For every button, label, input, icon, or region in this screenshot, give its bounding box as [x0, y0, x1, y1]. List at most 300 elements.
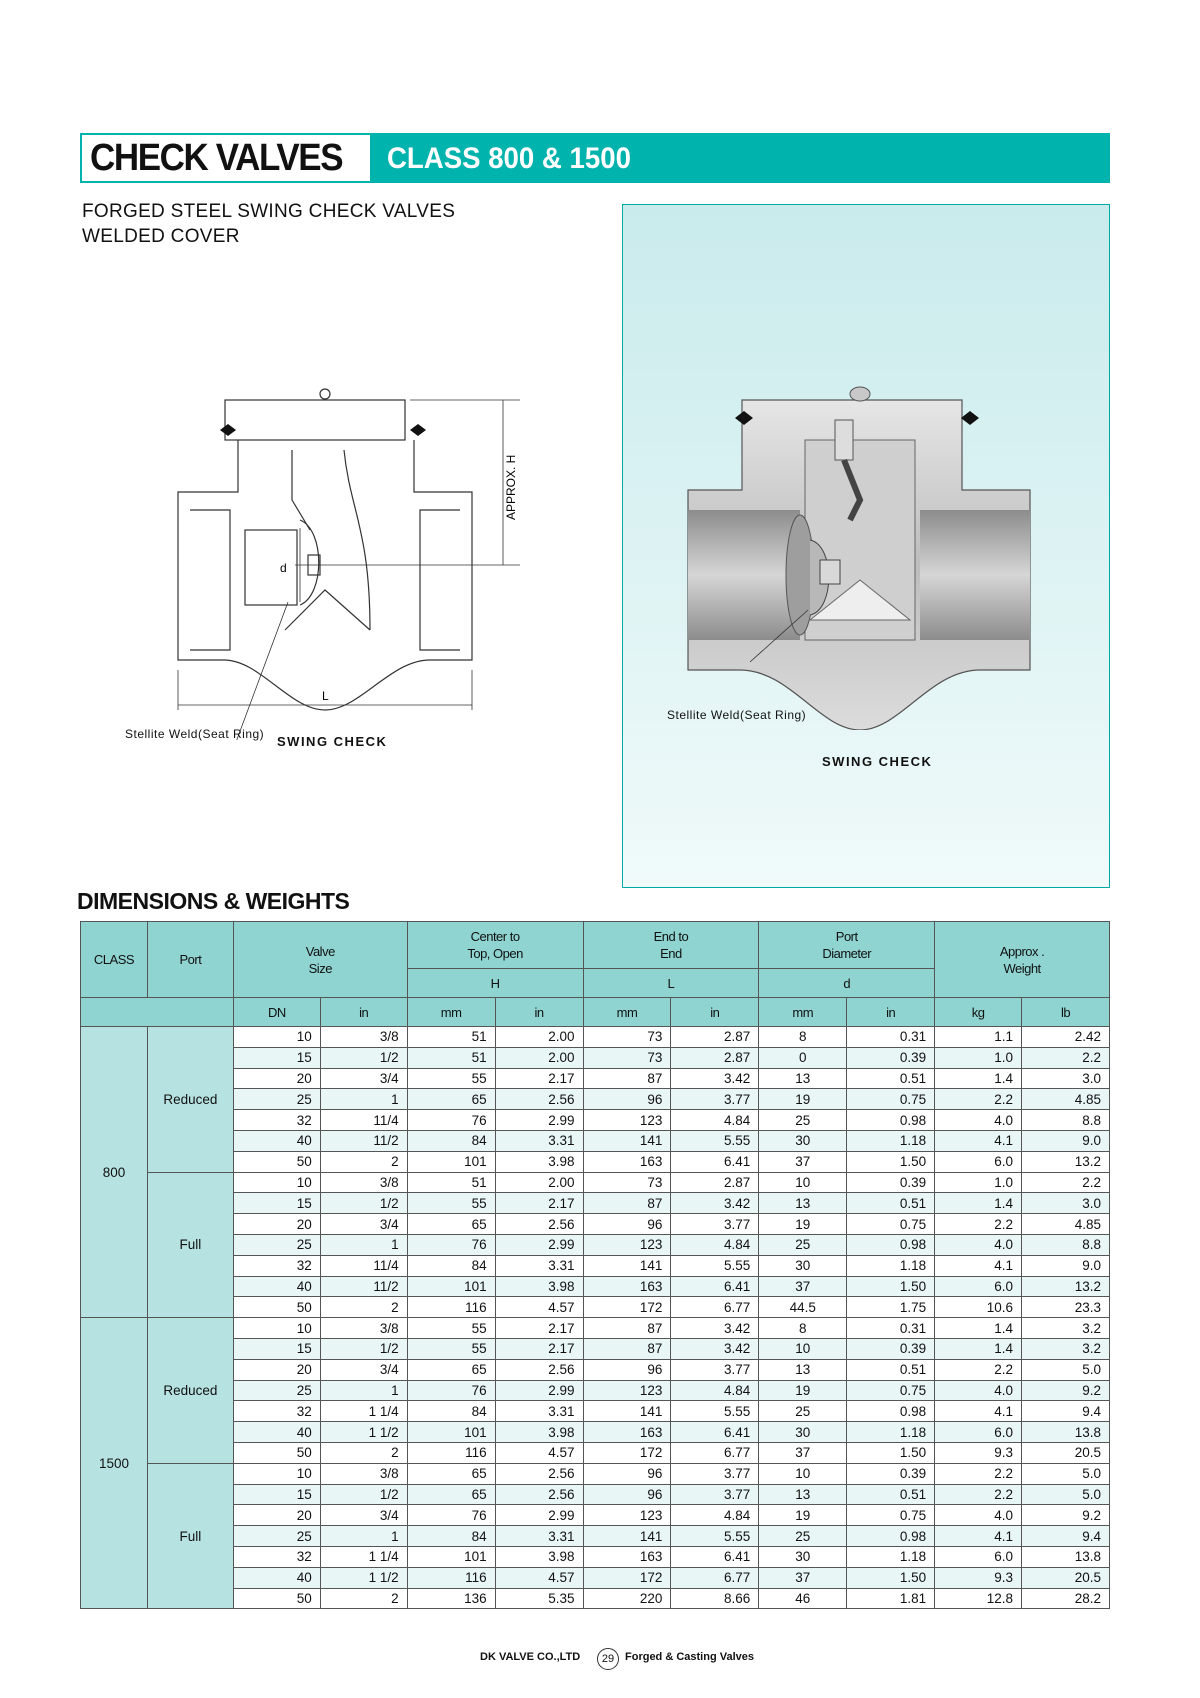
table-cell: 2.56	[495, 1214, 583, 1235]
header-valve-size: Valve Size	[233, 922, 407, 998]
table-cell: 5.0	[1022, 1463, 1110, 1484]
table-row	[81, 1526, 1110, 1547]
table-cell: 5.35	[495, 1588, 583, 1609]
table-row	[81, 1214, 1110, 1235]
table-row	[81, 1172, 1110, 1193]
table-cell: 2.17	[495, 1338, 583, 1359]
table-cell: 0.51	[847, 1359, 935, 1380]
table-cell: 2.99	[495, 1110, 583, 1131]
table-cell: 4.1	[935, 1401, 1022, 1422]
unit-mm: mm	[759, 998, 847, 1027]
table-cell: 3.42	[671, 1318, 759, 1339]
table-cell: 3.98	[495, 1151, 583, 1172]
table-cell: 2.17	[495, 1318, 583, 1339]
table-row	[81, 1505, 1110, 1526]
table-cell: 172	[583, 1442, 671, 1463]
table-cell: 15	[233, 1047, 320, 1068]
table-cell: 2.17	[495, 1193, 583, 1214]
table-cell: 3/8	[320, 1463, 407, 1484]
table-cell: 2.56	[495, 1463, 583, 1484]
table-cell: 1.0	[935, 1047, 1022, 1068]
table-cell: 123	[583, 1110, 671, 1131]
table-cell: 2.2	[935, 1484, 1022, 1505]
table-cell: 0.75	[847, 1089, 935, 1110]
table-cell: 4.84	[671, 1234, 759, 1255]
table-cell: 2.00	[495, 1047, 583, 1068]
table-cell: 4.85	[1022, 1089, 1110, 1110]
table-cell: 1.50	[847, 1276, 935, 1297]
table-cell: 3.42	[671, 1338, 759, 1359]
table-cell: 8	[759, 1027, 847, 1048]
table-cell: 3.42	[671, 1193, 759, 1214]
table-cell: 123	[583, 1234, 671, 1255]
table-cell: 20	[233, 1505, 320, 1526]
table-cell: 76	[407, 1110, 495, 1131]
table-cell: 1.81	[847, 1588, 935, 1609]
dim-l-label: L	[322, 689, 329, 703]
table-row	[81, 1089, 1110, 1110]
header-center-to-top: Center to Top, Open	[407, 922, 583, 969]
table-row	[81, 1027, 1110, 1048]
table-cell: 96	[583, 1484, 671, 1505]
table-cell: 2.17	[495, 1068, 583, 1089]
table-cell: 11/4	[320, 1255, 407, 1276]
table-cell: 123	[583, 1380, 671, 1401]
table-cell: 0.51	[847, 1484, 935, 1505]
table-cell: 6.0	[935, 1422, 1022, 1443]
table-cell: 141	[583, 1255, 671, 1276]
table-cell: 0.98	[847, 1526, 935, 1547]
table-cell: 30	[759, 1130, 847, 1151]
table-cell: 163	[583, 1276, 671, 1297]
table-cell: 3.77	[671, 1359, 759, 1380]
table-cell: 9.3	[935, 1442, 1022, 1463]
table-cell: 5.55	[671, 1526, 759, 1547]
table-cell: 5.0	[1022, 1359, 1110, 1380]
table-cell: 13	[759, 1193, 847, 1214]
subtitle-line-1: FORGED STEEL SWING CHECK VALVES	[82, 201, 456, 222]
table-cell: 13.2	[1022, 1151, 1110, 1172]
table-cell: 163	[583, 1422, 671, 1443]
table-cell: 0.75	[847, 1214, 935, 1235]
class-cell: 1500	[81, 1318, 148, 1609]
table-cell: 3.2	[1022, 1338, 1110, 1359]
table-cell: 2.56	[495, 1484, 583, 1505]
table-cell: 4.0	[935, 1505, 1022, 1526]
table-cell: 12.8	[935, 1588, 1022, 1609]
table-cell: 10	[759, 1463, 847, 1484]
table-cell: 1 1/2	[320, 1422, 407, 1443]
table-cell: 20.5	[1022, 1442, 1110, 1463]
table-cell: 19	[759, 1089, 847, 1110]
table-cell: 76	[407, 1380, 495, 1401]
table-cell: 1.18	[847, 1422, 935, 1443]
table-cell: 3.0	[1022, 1193, 1110, 1214]
table-cell: 1.18	[847, 1546, 935, 1567]
table-cell: 40	[233, 1276, 320, 1297]
table-cell: 4.1	[935, 1526, 1022, 1547]
table-cell: 2.56	[495, 1359, 583, 1380]
table-cell: 9.2	[1022, 1505, 1110, 1526]
table-cell: 3.31	[495, 1526, 583, 1547]
port-cell: Reduced	[147, 1027, 233, 1173]
table-cell: 1	[320, 1089, 407, 1110]
table-cell: 65	[407, 1463, 495, 1484]
table-cell: 4.0	[935, 1234, 1022, 1255]
table-cell: 101	[407, 1276, 495, 1297]
table-cell: 50	[233, 1151, 320, 1172]
table-cell: 13.8	[1022, 1422, 1110, 1443]
table-cell: 4.1	[935, 1130, 1022, 1151]
table-cell: 123	[583, 1505, 671, 1526]
port-cell: Reduced	[147, 1318, 233, 1464]
table-cell: 76	[407, 1505, 495, 1526]
table-cell: 2	[320, 1297, 407, 1318]
table-cell: 0.39	[847, 1463, 935, 1484]
table-cell: 136	[407, 1588, 495, 1609]
table-cell: 1/2	[320, 1338, 407, 1359]
table-cell: 20	[233, 1214, 320, 1235]
table-cell: 73	[583, 1027, 671, 1048]
table-cell: 96	[583, 1214, 671, 1235]
table-cell: 8.8	[1022, 1234, 1110, 1255]
table-cell: 9.4	[1022, 1526, 1110, 1547]
table-cell: 2.2	[935, 1214, 1022, 1235]
table-cell: 11/2	[320, 1276, 407, 1297]
drawing-caption: SWING CHECK	[277, 734, 388, 749]
table-cell: 37	[759, 1276, 847, 1297]
table-cell: 141	[583, 1526, 671, 1547]
table-cell: 4.84	[671, 1505, 759, 1526]
table-row	[81, 1380, 1110, 1401]
table-cell: 3.98	[495, 1276, 583, 1297]
table-cell: 6.77	[671, 1297, 759, 1318]
table-row	[81, 1047, 1110, 1068]
table-cell: 37	[759, 1151, 847, 1172]
table-cell: 1 1/4	[320, 1401, 407, 1422]
table-cell: 30	[759, 1255, 847, 1276]
table-cell: 19	[759, 1380, 847, 1401]
table-cell: 30	[759, 1422, 847, 1443]
swing-check-cutaway	[660, 370, 1060, 730]
table-cell: 5.55	[671, 1401, 759, 1422]
table-cell: 19	[759, 1505, 847, 1526]
table-cell: 3.31	[495, 1255, 583, 1276]
table-cell: 4.84	[671, 1110, 759, 1131]
dimensions-table	[80, 921, 1110, 1609]
table-cell: 1 1/4	[320, 1546, 407, 1567]
table-cell: 1/2	[320, 1193, 407, 1214]
port-cell: Full	[147, 1463, 233, 1609]
table-row	[81, 1359, 1110, 1380]
table-cell: 96	[583, 1463, 671, 1484]
table-cell: 11/2	[320, 1130, 407, 1151]
table-cell: 10	[233, 1463, 320, 1484]
table-cell: 50	[233, 1297, 320, 1318]
table-cell: 0.75	[847, 1380, 935, 1401]
table-cell: 55	[407, 1068, 495, 1089]
table-cell: 87	[583, 1193, 671, 1214]
table-cell: 2.2	[1022, 1172, 1110, 1193]
table-cell: 3.77	[671, 1484, 759, 1505]
table-cell: 0	[759, 1047, 847, 1068]
table-cell: 3/8	[320, 1172, 407, 1193]
table-cell: 116	[407, 1567, 495, 1588]
table-cell: 3.77	[671, 1089, 759, 1110]
table-cell: 1/2	[320, 1484, 407, 1505]
table-cell: 50	[233, 1588, 320, 1609]
table-cell: 3/4	[320, 1359, 407, 1380]
table-cell: 3.0	[1022, 1068, 1110, 1089]
table-cell: 0.98	[847, 1401, 935, 1422]
table-cell: 2.87	[671, 1172, 759, 1193]
table-row	[81, 1297, 1110, 1318]
table-cell: 9.4	[1022, 1401, 1110, 1422]
table-cell: 6.41	[671, 1422, 759, 1443]
table-cell: 10.6	[935, 1297, 1022, 1318]
table-row	[81, 1484, 1110, 1505]
page-title: CHECK VALVES	[90, 137, 343, 179]
table-cell: 32	[233, 1546, 320, 1567]
table-cell: 28.2	[1022, 1588, 1110, 1609]
table-cell: 13	[759, 1359, 847, 1380]
table-cell: 37	[759, 1442, 847, 1463]
table-cell: 25	[233, 1380, 320, 1401]
header-d: d	[759, 969, 935, 998]
table-cell: 1.50	[847, 1442, 935, 1463]
table-cell: 55	[407, 1338, 495, 1359]
table-cell: 13.8	[1022, 1546, 1110, 1567]
table-cell: 116	[407, 1297, 495, 1318]
table-cell: 4.57	[495, 1567, 583, 1588]
section-title: DIMENSIONS & WEIGHTS	[77, 888, 350, 914]
table-cell: 44.5	[759, 1297, 847, 1318]
table-cell: 3.42	[671, 1068, 759, 1089]
table-cell: 5.55	[671, 1130, 759, 1151]
table-cell: 10	[233, 1027, 320, 1048]
header-port: Port	[147, 922, 233, 998]
table-cell: 37	[759, 1567, 847, 1588]
table-cell: 6.41	[671, 1276, 759, 1297]
table-cell: 3.31	[495, 1130, 583, 1151]
table-cell: 1.18	[847, 1255, 935, 1276]
table-row	[81, 1318, 1110, 1339]
table-cell: 0.98	[847, 1110, 935, 1131]
table-cell: 25	[759, 1234, 847, 1255]
table-cell: 1	[320, 1234, 407, 1255]
table-cell: 0.31	[847, 1318, 935, 1339]
table-cell: 4.57	[495, 1442, 583, 1463]
unit-mm: mm	[583, 998, 671, 1027]
table-cell: 96	[583, 1089, 671, 1110]
dim-d-label: d	[280, 561, 287, 575]
table-cell: 40	[233, 1130, 320, 1151]
table-cell: 96	[583, 1359, 671, 1380]
table-cell: 25	[233, 1089, 320, 1110]
table-cell: 1.4	[935, 1338, 1022, 1359]
table-cell: 163	[583, 1546, 671, 1567]
table-cell: 4.1	[935, 1255, 1022, 1276]
table-cell: 51	[407, 1027, 495, 1048]
table-cell: 87	[583, 1068, 671, 1089]
table-cell: 2.00	[495, 1027, 583, 1048]
table-row	[81, 1338, 1110, 1359]
header-end-to-end: End to End	[583, 922, 759, 969]
table-cell: 2.56	[495, 1089, 583, 1110]
table-cell: 4.0	[935, 1380, 1022, 1401]
photo-weld-label: Stellite Weld(Seat Ring)	[667, 708, 807, 722]
table-cell: 30	[759, 1546, 847, 1567]
dim-h-label: APPROX. H	[504, 454, 518, 520]
table-cell: 9.3	[935, 1567, 1022, 1588]
table-cell: 220	[583, 1588, 671, 1609]
table-cell: 50	[233, 1442, 320, 1463]
photo-caption: SWING CHECK	[822, 754, 933, 769]
unit-lb: lb	[1022, 998, 1110, 1027]
table-cell: 0.39	[847, 1172, 935, 1193]
table-cell: 10	[233, 1172, 320, 1193]
unit-in: in	[671, 998, 759, 1027]
table-cell: 1.4	[935, 1318, 1022, 1339]
table-cell: 2.87	[671, 1047, 759, 1068]
table-cell: 25	[759, 1526, 847, 1547]
table-cell: 6.41	[671, 1151, 759, 1172]
table-cell: 10	[233, 1318, 320, 1339]
table-cell: 1.18	[847, 1130, 935, 1151]
table-cell: 1.50	[847, 1151, 935, 1172]
table-cell: 5.55	[671, 1255, 759, 1276]
table-cell: 1.4	[935, 1193, 1022, 1214]
table-cell: 2.99	[495, 1234, 583, 1255]
table-cell: 4.0	[935, 1110, 1022, 1131]
class-label: CLASS 800 & 1500	[387, 142, 631, 175]
table-cell: 84	[407, 1526, 495, 1547]
table-cell: 46	[759, 1588, 847, 1609]
table-cell: 15	[233, 1484, 320, 1505]
table-cell: 2.2	[935, 1359, 1022, 1380]
table-cell: 73	[583, 1172, 671, 1193]
table-cell: 0.51	[847, 1068, 935, 1089]
header-approx-weight: Approx . Weight	[935, 922, 1110, 998]
table-cell: 6.0	[935, 1151, 1022, 1172]
table-row	[81, 1567, 1110, 1588]
table-cell: 0.39	[847, 1047, 935, 1068]
table-cell: 9.0	[1022, 1255, 1110, 1276]
table-row	[81, 1151, 1110, 1172]
table-cell: 13	[759, 1068, 847, 1089]
table-row	[81, 1276, 1110, 1297]
table-cell: 2.00	[495, 1172, 583, 1193]
header-l: L	[583, 969, 759, 998]
table-cell: 0.75	[847, 1505, 935, 1526]
table-cell: 8.8	[1022, 1110, 1110, 1131]
table-cell: 0.51	[847, 1193, 935, 1214]
table-cell: 1	[320, 1526, 407, 1547]
table-cell: 1.1	[935, 1027, 1022, 1048]
table-row	[81, 1442, 1110, 1463]
unit-in: in	[320, 998, 407, 1027]
table-cell: 4.57	[495, 1297, 583, 1318]
table-cell: 87	[583, 1318, 671, 1339]
table-cell: 3/4	[320, 1505, 407, 1526]
table-cell: 65	[407, 1214, 495, 1235]
port-cell: Full	[147, 1172, 233, 1318]
footer-catalog: Forged & Casting Valves	[625, 1651, 754, 1663]
table-cell: 32	[233, 1255, 320, 1276]
table-row	[81, 1422, 1110, 1443]
unit-mm: mm	[407, 998, 495, 1027]
table-cell: 40	[233, 1567, 320, 1588]
table-cell: 1	[320, 1380, 407, 1401]
table-cell: 2	[320, 1151, 407, 1172]
unit-in: in	[847, 998, 935, 1027]
table-cell: 1 1/2	[320, 1567, 407, 1588]
table-cell: 84	[407, 1401, 495, 1422]
table-cell: 20.5	[1022, 1567, 1110, 1588]
table-row	[81, 1255, 1110, 1276]
table-cell: 84	[407, 1255, 495, 1276]
table-cell: 55	[407, 1193, 495, 1214]
table-cell: 101	[407, 1422, 495, 1443]
table-cell: 2.2	[1022, 1047, 1110, 1068]
table-cell: 1.4	[935, 1068, 1022, 1089]
table-cell: 32	[233, 1401, 320, 1422]
table-cell: 2.99	[495, 1505, 583, 1526]
table-cell: 55	[407, 1318, 495, 1339]
table-cell: 1.75	[847, 1297, 935, 1318]
table-cell: 116	[407, 1442, 495, 1463]
table-cell: 65	[407, 1359, 495, 1380]
table-cell: 9.0	[1022, 1130, 1110, 1151]
header-port-diameter: Port Diameter	[759, 922, 935, 969]
table-cell: 51	[407, 1047, 495, 1068]
table-cell: 3.98	[495, 1546, 583, 1567]
unit-kg: kg	[935, 998, 1022, 1027]
table-cell: 163	[583, 1151, 671, 1172]
table-cell: 51	[407, 1172, 495, 1193]
table-row	[81, 1463, 1110, 1484]
table-cell: 13.2	[1022, 1276, 1110, 1297]
table-cell: 3.77	[671, 1214, 759, 1235]
unit-in: in	[495, 998, 583, 1027]
table-cell: 3.2	[1022, 1318, 1110, 1339]
header-class: CLASS	[81, 922, 148, 998]
footer-company: DK VALVE CO.,LTD	[480, 1651, 581, 1663]
table-cell: 25	[233, 1526, 320, 1547]
table-cell: 10	[759, 1172, 847, 1193]
table-cell: 2.2	[935, 1463, 1022, 1484]
table-cell: 101	[407, 1546, 495, 1567]
table-cell: 4.84	[671, 1380, 759, 1401]
drawing-weld-label: Stellite Weld(Seat Ring)	[125, 727, 265, 741]
table-cell: 172	[583, 1297, 671, 1318]
table-row	[81, 1546, 1110, 1567]
table-cell: 8	[759, 1318, 847, 1339]
table-cell: 8.66	[671, 1588, 759, 1609]
table-cell: 11/4	[320, 1110, 407, 1131]
table-cell: 3.31	[495, 1401, 583, 1422]
table-cell: 6.0	[935, 1276, 1022, 1297]
table-cell: 3.98	[495, 1422, 583, 1443]
class-cell: 800	[81, 1027, 148, 1318]
table-cell: 15	[233, 1193, 320, 1214]
table-row	[81, 1401, 1110, 1422]
table-cell: 10	[759, 1338, 847, 1359]
table-cell: 19	[759, 1214, 847, 1235]
table-cell: 6.77	[671, 1442, 759, 1463]
table-cell: 25	[759, 1401, 847, 1422]
subtitle-line-2: WELDED COVER	[82, 226, 240, 247]
